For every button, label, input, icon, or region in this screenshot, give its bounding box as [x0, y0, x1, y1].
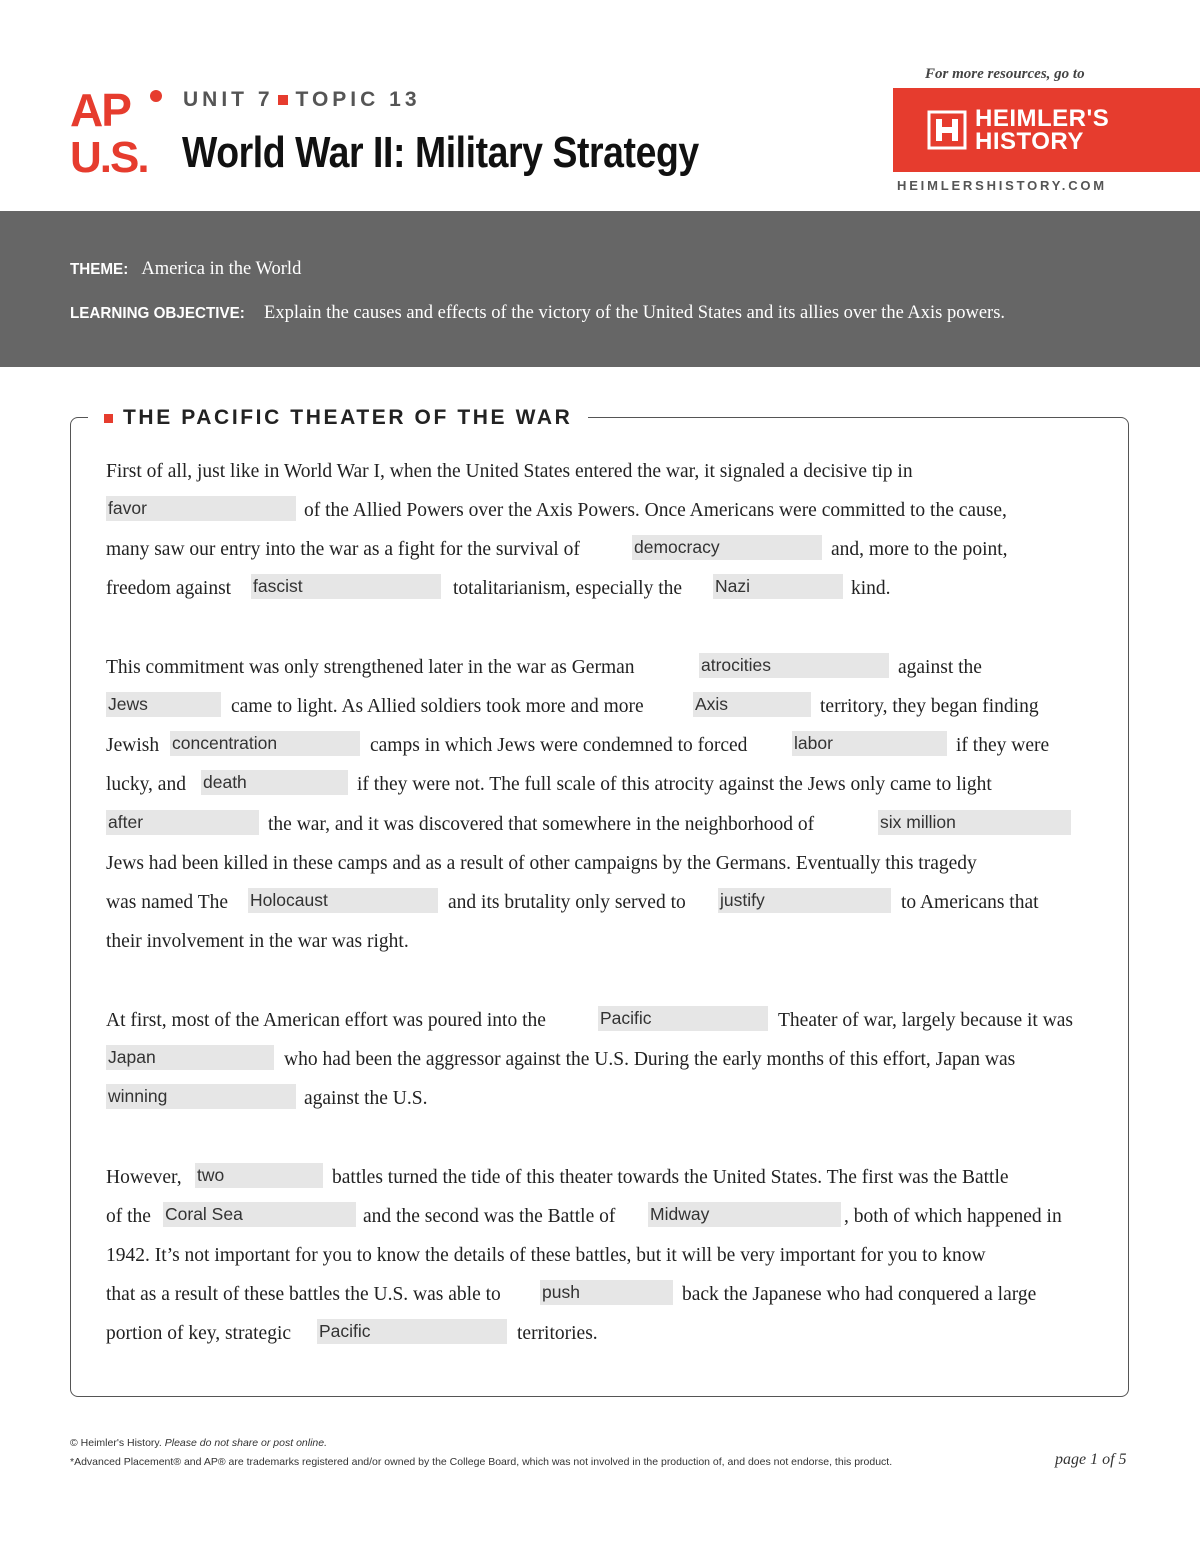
worksheet-text-segment: and the second was the Battle of	[363, 1206, 616, 1227]
worksheet-text-segment: First of all, just like in World War I, when the United States entered the war, it signaled a decisive tip in	[106, 461, 913, 482]
theme-band	[0, 211, 1200, 367]
unit-label: UNIT 7	[183, 88, 274, 111]
worksheet-text-segment: At first, most of the American effort was poured into the	[106, 1010, 546, 1031]
fill-in-blank[interactable]: fascist	[251, 574, 441, 599]
heimlers-history-logo[interactable]	[893, 88, 1200, 172]
fill-in-blank[interactable]: death	[201, 770, 348, 795]
fill-in-blank[interactable]: two	[195, 1163, 323, 1188]
fill-in-blank[interactable]: favor	[106, 496, 296, 521]
worksheet-text-segment: of the	[106, 1206, 151, 1227]
worksheet-text-segment: totalitarianism, especially the	[453, 578, 683, 599]
theme-text: America in the World	[141, 259, 302, 279]
worksheet-text-segment: Jewish	[106, 735, 160, 756]
worksheet-text-segment: the war, and it was discovered that somewhere in the neighborhood of	[268, 814, 815, 835]
trademark-notice: *Advanced Placement® and AP® are trademarks registered and/or owned by the College Board, which was not involved in the production of, and does not endorse, this product.	[70, 1456, 893, 1468]
fill-in-blank[interactable]: Axis	[693, 692, 811, 717]
brand-h-icon	[927, 110, 967, 150]
fill-in-blank[interactable]: Japan	[106, 1045, 274, 1070]
svg-text:U.S.: U.S.	[70, 133, 148, 178]
theme-label: THEME:	[70, 261, 129, 278]
fill-in-blank[interactable]: Holocaust	[248, 888, 438, 913]
worksheet-text-segment: against the	[898, 657, 982, 678]
brand-name	[975, 107, 1109, 153]
footer-copyright	[70, 1437, 327, 1449]
section-title: THE PACIFIC THEATER OF THE WAR	[123, 406, 573, 429]
unit-separator-square	[278, 95, 288, 105]
worksheet-text-segment: to Americans that	[901, 892, 1039, 913]
fill-in-blank[interactable]: Pacific	[317, 1319, 507, 1344]
worksheet-text-segment: lucky, and	[106, 774, 186, 795]
ap-us-logo	[70, 86, 165, 178]
worksheet-text-segment: was named The	[106, 892, 229, 913]
worksheet-text-segment: back the Japanese who had conquered a large	[682, 1284, 1037, 1305]
worksheet-text-segment: many saw our entry into the war as a fight for the survival of	[106, 539, 580, 560]
learning-objective-row	[70, 303, 1005, 324]
page-title: World War II: Military Strategy	[182, 128, 699, 177]
worksheet-text-segment: and, more to the point,	[831, 539, 1008, 560]
worksheet-text-segment: Jews had been killed in these camps and as a result of other campaigns by the Germans. Eventually this tragedy	[106, 853, 977, 874]
worksheet-text-segment: who had been the aggressor against the U.S. During the early months of this effort, Japan was	[284, 1049, 1016, 1070]
learning-objective-label: LEARNING OBJECTIVE:	[70, 305, 245, 322]
worksheet-text-segment: portion of key, strategic	[106, 1323, 292, 1344]
worksheet-text-segment: against the U.S.	[304, 1088, 428, 1109]
theme-row	[70, 259, 301, 280]
section-marker-square	[104, 414, 113, 423]
fill-in-blank[interactable]: atrocities	[699, 653, 889, 678]
worksheet-text-segment: kind.	[851, 578, 891, 599]
fill-in-blank[interactable]: winning	[106, 1084, 296, 1109]
worksheet-text-segment: territories.	[517, 1323, 598, 1344]
worksheet-text-segment: and its brutality only served to	[448, 892, 686, 913]
worksheet-text-segment: their involvement in the war was right.	[106, 931, 409, 952]
topic-label: TOPIC 13	[295, 88, 421, 111]
worksheet-text-segment: Theater of war, largely because it was	[778, 1010, 1074, 1031]
resources-note: For more resources, go to	[925, 66, 1085, 82]
fill-in-blank[interactable]: labor	[792, 731, 947, 756]
fill-in-blank[interactable]: justify	[718, 888, 891, 913]
brand-url-link[interactable]: HEIMLERSHISTORY.COM	[897, 178, 1107, 193]
fill-in-blank[interactable]: six million	[878, 810, 1071, 835]
fill-in-blank[interactable]: democracy	[632, 535, 822, 560]
worksheet-text-segment: if they were	[956, 735, 1050, 756]
fill-in-blank[interactable]: Nazi	[713, 574, 843, 599]
worksheet-text-segment: freedom against	[106, 578, 232, 599]
fill-in-blank[interactable]: Coral Sea	[163, 1202, 356, 1227]
fill-in-blank[interactable]: concentration	[170, 731, 360, 756]
unit-topic-label	[183, 88, 421, 112]
worksheet-text-segment: 1942. It’s not important for you to know the details of these battles, but it will be very important for you to know	[106, 1245, 986, 1266]
learning-objective-text: Explain the causes and effects of the victory of the United States and its allies over the Axis powers.	[264, 303, 1006, 323]
fill-in-blank[interactable]: after	[106, 810, 259, 835]
fill-in-blank[interactable]: Pacific	[598, 1006, 768, 1031]
fill-in-blank[interactable]: Jews	[106, 692, 221, 717]
fill-in-blank[interactable]: push	[540, 1280, 673, 1305]
worksheet-text-segment: that as a result of these battles the U.S. was able to	[106, 1284, 501, 1305]
worksheet-text-segment: This commitment was only strengthened later in the war as German	[106, 657, 635, 678]
worksheet-text-segment: camps in which Jews were condemned to forced	[370, 735, 748, 756]
worksheet-text-segment: came to light. As Allied soldiers took more and more	[231, 696, 644, 717]
copyright-text: © Heimler's History.	[70, 1437, 162, 1449]
worksheet-text-segment: territory, they began finding	[820, 696, 1039, 717]
worksheet-text-segment: of the Allied Powers over the Axis Powers. Once Americans were committed to the cause,	[304, 500, 1007, 521]
worksheet-text-segment: , both of which happened in	[844, 1206, 1062, 1227]
worksheet-text-segment: However,	[106, 1167, 182, 1188]
worksheet-text-segment: if they were not. The full scale of this atrocity against the Jews only came to light	[357, 774, 992, 795]
svg-text:AP: AP	[70, 86, 130, 136]
page-number: page 1 of 5	[1055, 1451, 1127, 1468]
worksheet-text-segment: battles turned the tide of this theater towards the United States. The first was the Battle	[332, 1167, 1009, 1188]
fill-in-blank[interactable]: Midway	[648, 1202, 841, 1227]
section-header	[88, 404, 588, 432]
brand-name-line1: HEIMLER'S	[975, 105, 1110, 132]
brand-name-line2: HISTORY	[975, 128, 1084, 155]
share-notice: Please do not share or post online.	[164, 1437, 328, 1449]
